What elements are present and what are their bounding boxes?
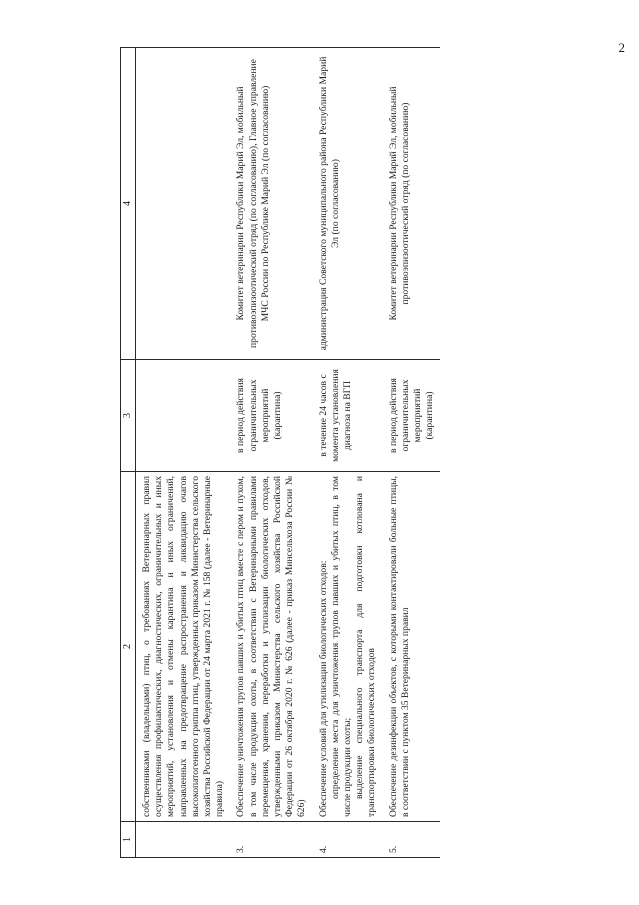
- row-description-item: определение места для уничтожения трупов павших и убитых птиц, в том числе продукции охоты;: [329, 476, 354, 817]
- table-row: [383, 48, 441, 858]
- header-col-4: 4: [121, 48, 136, 360]
- page-number: 2: [618, 40, 625, 55]
- row-responsible: Комитет ветеринарии Республики Марий Эл, мобильный противоэпизоотический отряд (по согласованию): [383, 48, 441, 360]
- header-col-2: 2: [121, 472, 136, 822]
- row-number: [136, 822, 231, 858]
- row-term: в течение 24 часов с момента установления диагноза на ВГП: [313, 360, 383, 472]
- row-description: Обеспечение дезинфекции объектов, с которыми контактировали больные птицы, в соответствии с пунктом 35 Ветеринарных правил: [383, 472, 441, 822]
- row-description-item: выделение специального транспорта для подготовки котлована и транспортировки биологических отходов: [354, 476, 378, 817]
- row-responsible: администрация Советского муниципального района Республики Марий Эл (по согласованию): [313, 48, 383, 360]
- header-col-1: 1: [121, 822, 136, 858]
- measures-table: [120, 47, 440, 858]
- row-term: [136, 360, 231, 472]
- row-number: 4.: [313, 822, 383, 858]
- header-col-3: 3: [121, 360, 136, 472]
- rotated-table-container: [120, 48, 580, 858]
- table-header-row: [121, 48, 136, 858]
- row-term: в период действия ограничительных мероприятий (карантина): [383, 360, 441, 472]
- row-responsible: [136, 48, 231, 360]
- row-description: собственниками (владельцами) птиц, о требованиях Ветеринарных правил осуществления профилактических, диагностических, ограничительных и иных мероприятий, установления и отмены карантина и иных ограничений, направленных на предотвращение распространения и ликвидацию очагов высокопатогенного гриппа птиц, утвержденных приказом Министерства сельского хозяйства Российской Федерации от 24 марта 2021 г. № 158 (далее - Ветеринарные правила): [136, 472, 231, 822]
- row-responsible: Комитет ветеринарии Республики Марий Эл, мобильный противоэпизоотический отряд (по согласованию), Главное управление МЧС России по Республике Марий Эл (по согласованию): [230, 48, 312, 360]
- table-row: [136, 48, 231, 858]
- row-number: 5.: [383, 822, 441, 858]
- row-description-block: [313, 472, 383, 822]
- row-description: Обеспечение условий для утилизации биологических отходов:: [317, 560, 329, 817]
- row-number: 3.: [230, 822, 312, 858]
- table-row: [313, 48, 383, 858]
- row-description: Обеспечение уничтожения трупов павших и убитых птиц вместе с пером и пухом, в том числе продукции охоты, в соответствии с Ветеринарными правилами перемещения, хранения, переработки и утилизации биологических отходов, утвержденными приказом Министерства сельского хозяйства Российской Федерации от 26 октября 2020 г. № 626 (далее - приказ Минсельхоза России № 626): [230, 472, 312, 822]
- table-row: [230, 48, 312, 858]
- row-term: в период действия ограничительных мероприятий (карантина): [230, 360, 312, 472]
